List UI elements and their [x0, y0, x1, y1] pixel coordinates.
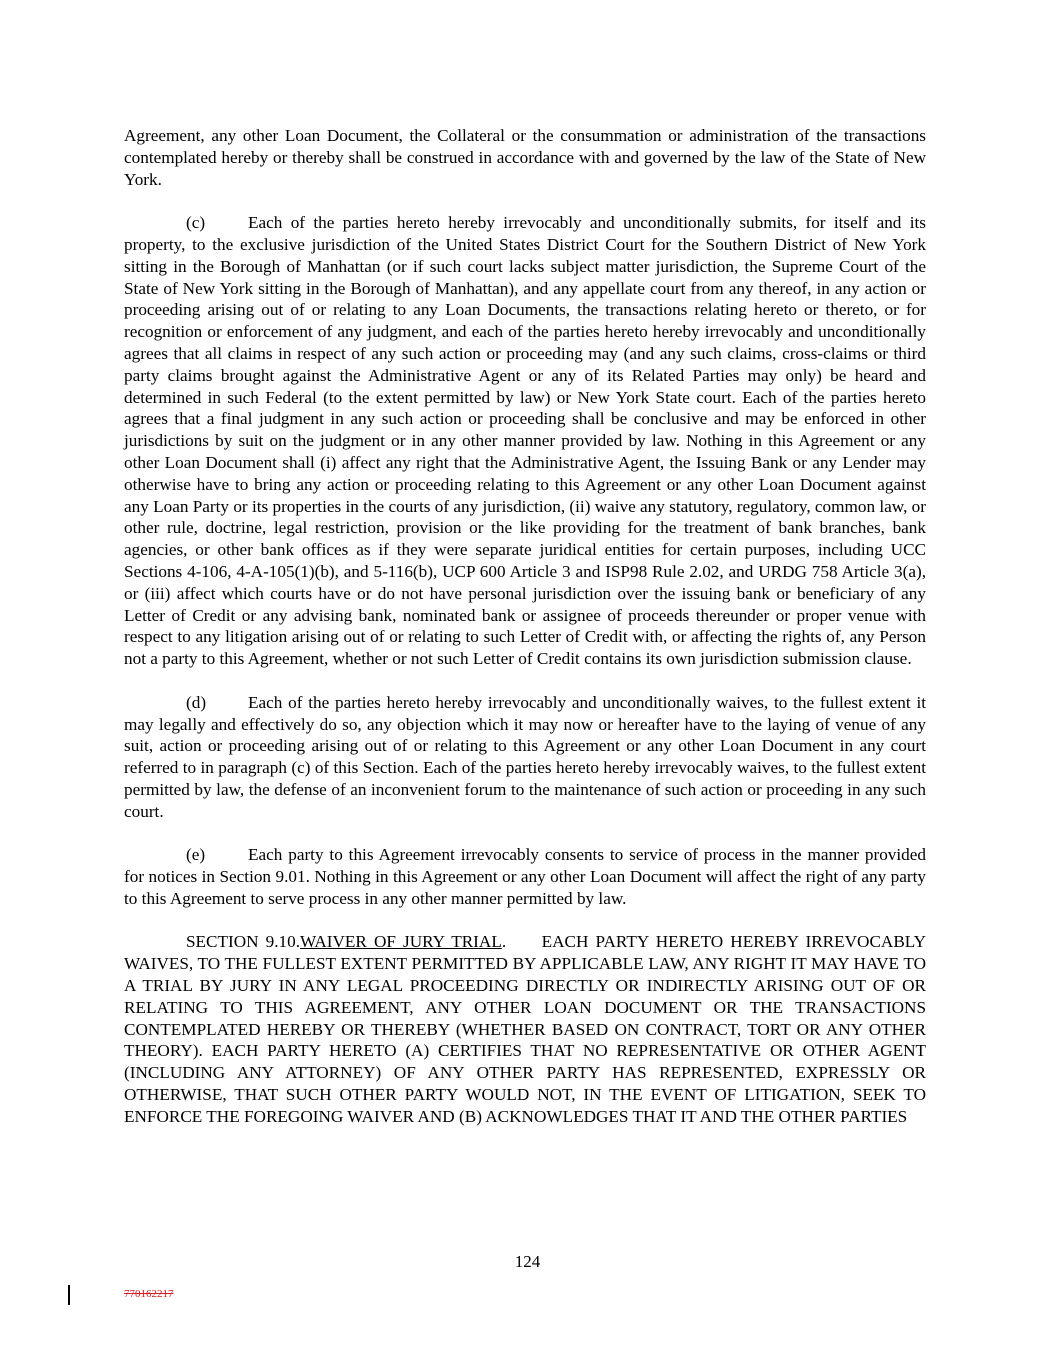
revision-change-bar: [68, 1285, 70, 1305]
section-heading-punct: .: [501, 932, 507, 952]
document-id: 770162217: [124, 1288, 174, 1300]
paragraph-label: (d): [186, 692, 207, 712]
continuation-paragraph: Agreement, any other Loan Document, the Collateral or the consummation or administration of the transactions contemplated hereby or thereby shall be construed in accordance with and governed by the law of the State of New York.: [124, 126, 926, 189]
section-heading: WAIVER OF JURY TRIAL: [300, 932, 502, 952]
paragraph-label: (e): [186, 845, 206, 865]
paragraph-text: Each party to this Agreement irrevocably consents to service of process in the manner provided for notices in Section 9.01. Nothing in this Agreement or any other Loan Document will affect the right of any party to this Agreement to serve process in any other manner permitted by law.: [124, 845, 926, 908]
section-text: EACH PARTY HERETO HEREBY IRREVOCABLY WAIVES, TO THE FULLEST EXTENT PERMITTED BY APPLICABLE LAW, ANY RIGHT IT MAY HAVE TO A TRIAL BY JURY IN ANY LEGAL PROCEEDING DIRECTLY OR INDIRECTLY ARISING OUT OF OR RELATING TO THIS AGREEMENT, ANY OTHER LOAN DOCUMENT OR THE TRANSACTIONS CONTEMPLATED HEREBY OR THEREBY (WHETHER BASED ON CONTRACT, TORT OR ANY OTHER THEORY). EACH PARTY HERETO (A) CERTIFIES THAT NO REPRESENTATIVE OR OTHER AGENT (INCLUDING ANY ATTORNEY) OF ANY OTHER PARTY HAS REPRESENTED, EXPRESSLY OR OTHERWISE, THAT SUCH OTHER PARTY WOULD NOT, IN THE EVENT OF LITIGATION, SEEK TO ENFORCE THE FOREGOING WAIVER AND (B) ACKNOWLEDGES THAT IT AND THE OTHER PARTIES: [124, 932, 926, 1126]
paragraph-d: [124, 692, 926, 823]
page-number: 124: [514, 1252, 541, 1271]
document-body: [124, 125, 926, 1149]
paragraph-label: (c): [186, 213, 206, 233]
section-9-10: [124, 931, 926, 1127]
paragraph-text: Each of the parties hereto hereby irrevocably and unconditionally waives, to the fullest extent it may legally and effectively do so, any objection which it may now or hereafter have to the laying of venue of any suit, action or proceeding arising out of or relating to this Agreement or any other Loan Document in any court referred to in paragraph (c) of this Section. Each of the parties hereto hereby irrevocably waives, to the fullest extent permitted by law, the defense of an inconvenient forum to the maintenance of such action or proceeding in any such court.: [124, 692, 926, 821]
paragraph-c: [124, 212, 926, 670]
section-number: SECTION 9.10.: [186, 932, 301, 952]
paragraph-text: Each of the parties hereto hereby irrevocably and unconditionally submits, for itself and its property, to the exclusive jurisdiction of the United States District Court for the Southern District of New York sitting in the Borough of Manhattan (or if such court lacks subject matter jurisdiction, the Supreme Court of the State of New York sitting in the Borough of Manhattan), and any appellate court from any thereof, in any action or proceeding arising out of or relating to any Loan Documents, the transactions relating hereto or thereto, or for recognition or enforcement of any judgment, and each of the parties hereto hereby irrevocably and unconditionally agrees that all claims in respect of any such action or proceeding may (and any such claims, cross-claims or third party claims brought against the Administrative Agent or any of its Related Parties may only) be heard and determined in such Federal (to the extent permitted by law) or New York State court. Each of the parties hereto agrees that a final judgment in any such action or proceeding shall be conclusive and may be enforced in other jurisdictions by suit on the judgment or in any other manner provided by law. Nothing in this Agreement or any other Loan Document shall (i) affect any right that the Administrative Agent, the Issuing Bank or any Lender may otherwise have to bring any action or proceeding relating to this Agreement or any other Loan Document against any Loan Party or its properties in the courts of any jurisdiction, (ii) waive any statutory, regulatory, common law, or other rule, doctrine, legal restriction, provision or the like providing for the treatment of bank branches, bank agencies, or other bank offices as if they were separate juridical entities for certain purposes, including UCC Sections 4-106, 4-A-105(1)(b), and 5-116(b), UCP 600 Article 3 and ISP98 Rule 2.02, and URDG 758 Article 3(a), or (iii) affect which courts have or do not have personal jurisdiction over the issuing bank or beneficiary of any Letter of Credit or any advising bank, nominated bank or assignee of proceeds thereunder or proper venue with respect to any litigation arising out of or relating to such Letter of Credit with, or affecting the rights of, any Person not a party to this Agreement, whether or not such Letter of Credit contains its own jurisdiction submission clause.: [124, 213, 926, 669]
paragraph-e: [124, 844, 926, 909]
